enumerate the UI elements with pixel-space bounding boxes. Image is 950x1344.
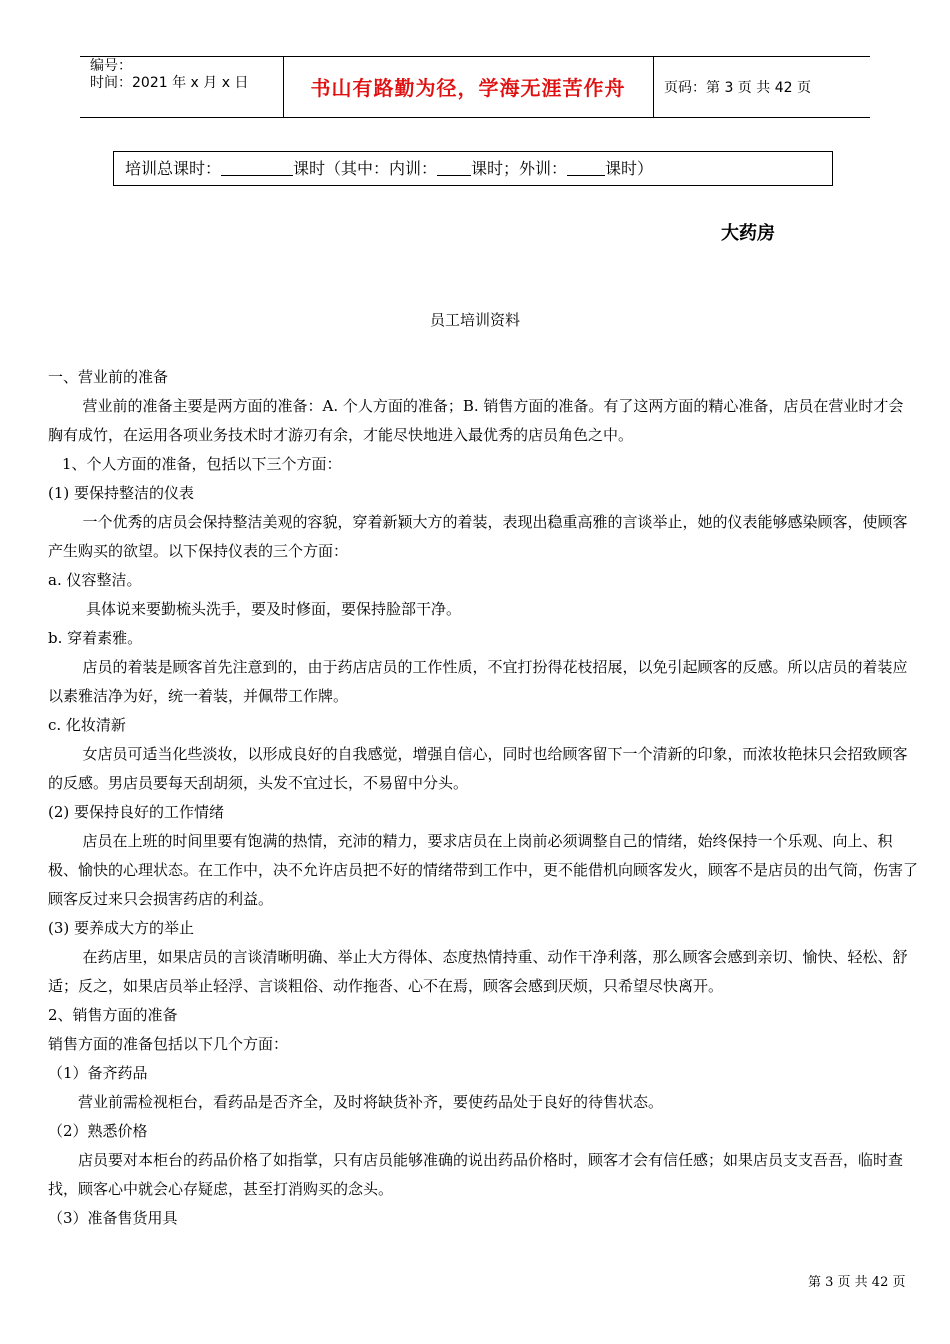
- header-bottom-rule: [80, 117, 870, 118]
- item-a-heading: a. 仪容整洁。: [48, 571, 142, 589]
- item-heading-manner: (3) 要养成大方的举止: [48, 919, 195, 937]
- item-heading-price: （2）熟悉价格: [48, 1122, 148, 1140]
- paragraph-manner: 在药店里，如果店员的言谈清晰明确、举止大方得体、态度热情持重、动作干净利落，那么顾客会感到亲切、愉快、轻松、舒适；反之，如果店员举止轻浮、言谈粗俗、动作拖沓、心不在焉，顾客会感到厌烦，只希望尽快离开。: [48, 948, 908, 995]
- training-hours-box: [113, 151, 833, 186]
- item-heading-tools: （3）准备售货用具: [48, 1209, 178, 1227]
- hours-unit-3: 课时）: [605, 159, 654, 178]
- hours-total-label: 培训总课时：: [125, 159, 222, 178]
- paragraph-mood: 店员在上班的时间里要有饱满的热情，充沛的精力，要求店员在上岗前必须调整自己的情绪，始终保持一个乐观、向上、积极、愉快的心理状态。在工作中，决不允许店员把不好的情绪带到工作中，更不能借机向顾客发火，顾客不是店员的出气筒，伤害了顾客反过来只会损害药店的利益。: [48, 832, 919, 908]
- header-meta: [90, 58, 248, 92]
- hours-unit-1: 课时（其中：内训：: [293, 159, 438, 178]
- paragraph-price: 店员要对本柜台的药品价格了如指掌，只有店员能够准确的说出药品价格时，顾客才会有信任感；如果店员支支吾吾，临时查找，顾客心中就会心存疑虑，甚至打消购买的念头。: [48, 1151, 904, 1198]
- hours-total-blank[interactable]: [221, 157, 293, 176]
- header-divider-right: [653, 56, 654, 117]
- company-name: 大药房: [721, 223, 775, 244]
- item-heading-mood: (2) 要保持良好的工作情绪: [48, 803, 225, 821]
- hours-internal-blank[interactable]: [437, 157, 471, 176]
- number-label: 编号：: [90, 58, 132, 74]
- hours-external-blank[interactable]: [567, 157, 605, 176]
- time-label: 时间：2021 年 x 月 x 日: [90, 75, 249, 91]
- item-heading-stock: （1）备齐药品: [48, 1064, 148, 1082]
- header-page-info: 页码：第 3 页 共 42 页: [664, 80, 811, 96]
- item-b-heading: b. 穿着素雅。: [48, 629, 143, 647]
- document-title: 员工培训资料: [429, 311, 520, 329]
- paragraph-stock: 营业前需检视柜台，看药品是否齐全，及时将缺货补齐，要使药品处于良好的待售状态。: [78, 1093, 664, 1111]
- page-footer: 第 3 页 共 42 页: [808, 1275, 906, 1290]
- paragraph-preparation: 营业前的准备主要是两方面的准备：A. 个人方面的准备；B. 销售方面的准备。有了这两方面的精心准备，店员在营业时才会胸有成竹，在运用各项业务技术时才游刃有余，才能尽快地进入最优秀的店员角色之中。: [48, 397, 904, 444]
- paragraph-appearance: 一个优秀的店员会保持整洁美观的容貌，穿着新颖大方的着装，表现出稳重高雅的言谈举止，她的仪表能够感染顾客，使顾客产生购买的欲望。以下保持仪表的三个方面：: [48, 513, 908, 560]
- header-top-rule: [80, 56, 870, 57]
- section-heading-1: 一、营业前的准备: [48, 368, 169, 386]
- item-a-text: 具体说来要勤梳头洗手，要及时修面，要保持脸部干净。: [86, 600, 462, 618]
- document-body: [48, 363, 918, 1233]
- subsection-heading-personal: 1、个人方面的准备，包括以下三个方面：: [62, 455, 342, 473]
- paragraph-sales-intro: 销售方面的准备包括以下几个方面：: [48, 1035, 289, 1053]
- item-b-text: 店员的着装是顾客首先注意到的，由于药店店员的工作性质，不宜打扮得花枝招展，以免引起顾客的反感。所以店员的着装应以素雅洁净为好，统一着装，并佩带工作牌。: [48, 658, 908, 705]
- header-motto: 书山有路勤为径，学海无涯苦作舟: [310, 76, 626, 100]
- hours-unit-2: 课时；外训：: [471, 159, 568, 178]
- subsection-heading-sales: 2、销售方面的准备: [48, 1006, 178, 1024]
- item-heading-appearance: (1) 要保持整洁的仪表: [48, 484, 195, 502]
- item-c-text: 女店员可适当化些淡妆，以形成良好的自我感觉，增强自信心，同时也给顾客留下一个清新的印象，而浓妆艳抹只会招致顾客的反感。男店员要每天刮胡须，头发不宜过长，不易留中分头。: [48, 745, 908, 792]
- item-c-heading: c. 化妆清新: [48, 716, 126, 734]
